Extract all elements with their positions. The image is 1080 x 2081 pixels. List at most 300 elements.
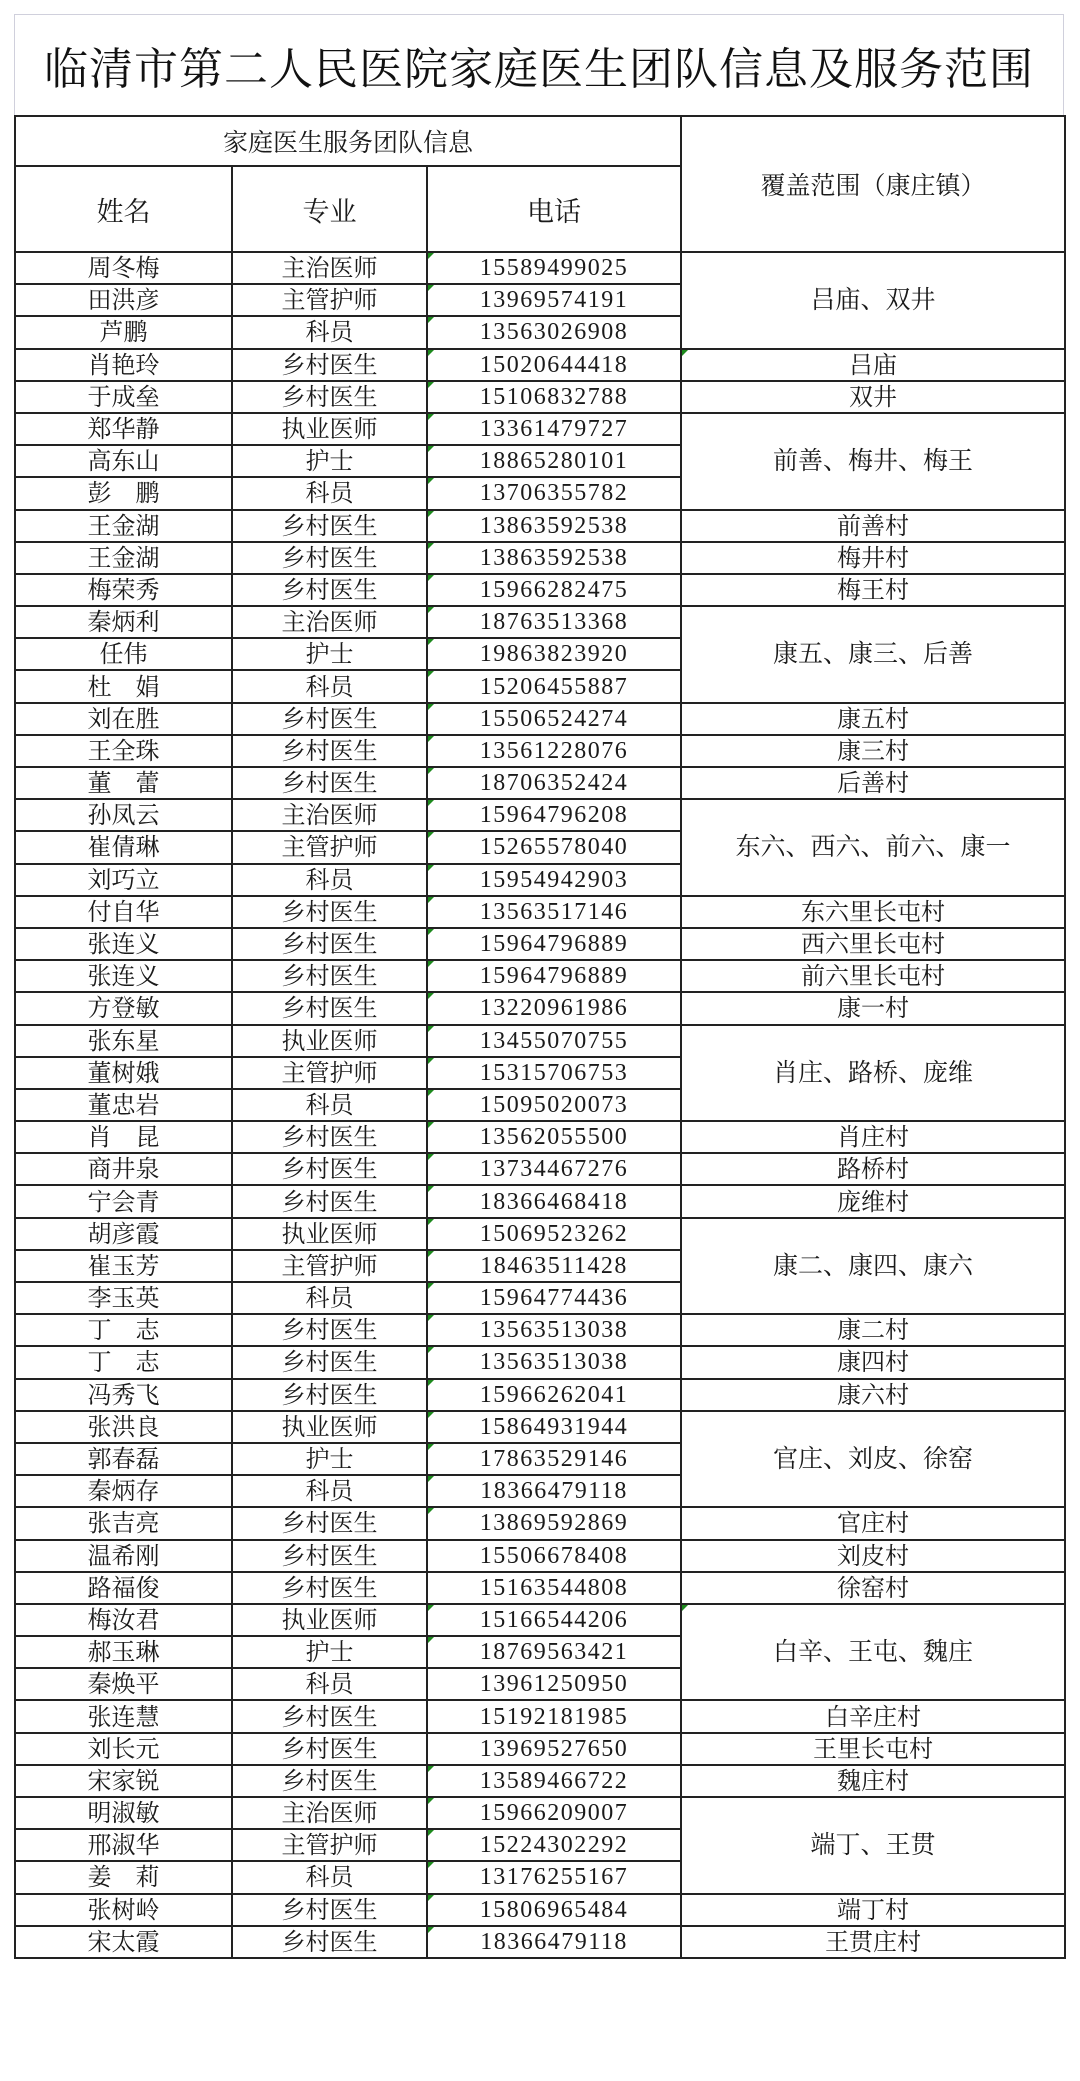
role-cell: 乡村医生 [232, 703, 427, 735]
phone-number: 15589499025 [479, 255, 629, 282]
phone-number: 18463511428 [480, 1252, 628, 1279]
text-format-marker-icon [682, 350, 688, 356]
phone-number: 18763513368 [479, 609, 629, 636]
phone-cell [427, 1475, 681, 1507]
page-title: 临清市第二人民医院家庭医生团队信息及服务范围 [44, 44, 1034, 95]
phone-cell [427, 1121, 681, 1153]
phone-number: 15166544206 [479, 1606, 629, 1633]
table-row [15, 703, 1065, 735]
role-cell: 执业医师 [232, 1604, 427, 1636]
text-format-marker-icon [682, 1605, 688, 1611]
text-format-marker-icon [428, 1605, 434, 1611]
phone-number: 15966282475 [479, 576, 629, 603]
text-format-marker-icon [428, 1927, 434, 1933]
name-cell: 张连义 [15, 960, 232, 992]
phone-cell [427, 1926, 681, 1958]
phone-cell [427, 284, 681, 316]
phone-cell [427, 316, 681, 348]
coverage-label: 前善村 [837, 511, 910, 540]
phone-cell [427, 960, 681, 992]
text-format-marker-icon [428, 1315, 434, 1321]
role-cell: 乡村医生 [232, 1700, 427, 1732]
coverage-column-header: 覆盖范围（康庄镇） [681, 116, 1065, 252]
table-row [15, 510, 1065, 542]
table-row [15, 1926, 1065, 1958]
phone-number: 15106832788 [479, 383, 629, 410]
text-format-marker-icon [428, 865, 434, 871]
coverage-village-cell [681, 510, 1065, 542]
role-cell: 乡村医生 [232, 928, 427, 960]
name-cell: 明淑敏 [15, 1797, 232, 1829]
coverage-group-cell [681, 1218, 1065, 1315]
phone-cell [427, 445, 681, 477]
table-row [15, 767, 1065, 799]
role-cell: 乡村医生 [232, 542, 427, 574]
table-row [15, 1185, 1065, 1217]
phone-number: 15964774436 [479, 1285, 629, 1312]
phone-number: 13706355782 [479, 480, 629, 507]
coverage-village-cell [681, 1733, 1065, 1765]
role-cell: 乡村医生 [232, 1894, 427, 1926]
table-row [15, 542, 1065, 574]
role-cell: 护士 [232, 638, 427, 670]
table-row [15, 1314, 1065, 1346]
phone-number: 15966209007 [479, 1800, 629, 1827]
table-row [15, 1797, 1065, 1829]
table-row [15, 735, 1065, 767]
role-cell: 乡村医生 [232, 1765, 427, 1797]
phone-cell [427, 928, 681, 960]
phone-cell [427, 992, 681, 1024]
phone-number: 15966262041 [479, 1381, 629, 1408]
table-row [15, 1121, 1065, 1153]
coverage-label: 官庄、刘皮、徐窑 [773, 1444, 974, 1474]
coverage-village-cell [681, 1314, 1065, 1346]
role-cell: 乡村医生 [232, 510, 427, 542]
table-row [15, 1411, 1065, 1443]
name-cell: 梅汝君 [15, 1604, 232, 1636]
name-cell: 姜 莉 [15, 1861, 232, 1893]
table-row [15, 1894, 1065, 1926]
coverage-label: 吕庙、双井 [810, 285, 936, 315]
phone-number: 15265578040 [479, 834, 629, 861]
phone-number: 13589466722 [479, 1767, 629, 1794]
coverage-label: 梅王村 [837, 575, 910, 604]
phone-cell [427, 735, 681, 767]
phone-number: 13220961986 [479, 995, 629, 1022]
phone-cell [427, 896, 681, 928]
phone-cell [427, 703, 681, 735]
phone-number: 13455070755 [479, 1027, 629, 1054]
phone-cell [427, 1218, 681, 1250]
coverage-village-cell [681, 896, 1065, 928]
phone-cell [427, 799, 681, 831]
role-cell: 乡村医生 [232, 992, 427, 1024]
text-format-marker-icon [428, 607, 434, 613]
name-cell: 崔倩琳 [15, 831, 232, 863]
coverage-label: 徐窑村 [837, 1573, 910, 1602]
phone-cell [427, 1765, 681, 1797]
role-cell: 乡村医生 [232, 1926, 427, 1958]
coverage-group-cell [681, 1025, 1065, 1122]
role-cell: 乡村医生 [232, 1507, 427, 1539]
role-column-header: 专业 [232, 166, 427, 252]
text-format-marker-icon [428, 993, 434, 999]
coverage-village-cell [681, 1540, 1065, 1572]
text-format-marker-icon [428, 1766, 434, 1772]
coverage-village-cell [681, 381, 1065, 413]
name-cell: 郭春磊 [15, 1443, 232, 1475]
coverage-label: 肖庄、路桥、庞维 [773, 1057, 974, 1087]
phone-cell [427, 1572, 681, 1604]
table-row [15, 349, 1065, 381]
table-row [15, 574, 1065, 606]
role-cell: 主管护师 [232, 284, 427, 316]
text-format-marker-icon [428, 414, 434, 420]
name-cell: 王金湖 [15, 510, 232, 542]
phone-cell [427, 864, 681, 896]
coverage-label: 康二、康四、康六 [773, 1250, 974, 1280]
phone-cell [427, 1314, 681, 1346]
table-row [15, 1379, 1065, 1411]
name-cell: 秦焕平 [15, 1668, 232, 1700]
phone-number: 15095020073 [479, 1091, 629, 1118]
table-row [15, 1218, 1065, 1250]
name-cell: 张连义 [15, 928, 232, 960]
coverage-label: 双井 [849, 382, 898, 411]
role-cell: 乡村医生 [232, 1314, 427, 1346]
role-cell: 科员 [232, 1475, 427, 1507]
coverage-label: 康五村 [837, 704, 910, 733]
coverage-village-cell [681, 1926, 1065, 1958]
role-cell: 乡村医生 [232, 1733, 427, 1765]
table-row [15, 1540, 1065, 1572]
text-format-marker-icon [428, 1444, 434, 1450]
coverage-village-cell [681, 928, 1065, 960]
text-format-marker-icon [428, 285, 434, 291]
phone-cell [427, 1379, 681, 1411]
role-cell: 主治医师 [232, 1797, 427, 1829]
name-cell: 杜 娟 [15, 670, 232, 702]
coverage-village-cell [681, 992, 1065, 1024]
phone-number: 17863529146 [479, 1446, 629, 1473]
table-row [15, 1572, 1065, 1604]
table-row [15, 1733, 1065, 1765]
phone-number: 15806965484 [479, 1896, 629, 1923]
role-cell: 主治医师 [232, 252, 427, 284]
phone-number: 13869592869 [479, 1510, 629, 1537]
role-cell: 乡村医生 [232, 1346, 427, 1378]
coverage-label: 梅井村 [837, 543, 910, 572]
role-cell: 科员 [232, 864, 427, 896]
role-cell: 主治医师 [232, 606, 427, 638]
name-cell: 刘在胜 [15, 703, 232, 735]
role-cell: 乡村医生 [232, 574, 427, 606]
phone-cell [427, 381, 681, 413]
phone-number: 15163544808 [479, 1574, 629, 1601]
role-cell: 乡村医生 [232, 1121, 427, 1153]
phone-cell [427, 252, 681, 284]
phone-cell [427, 1668, 681, 1700]
name-cell: 张洪良 [15, 1411, 232, 1443]
phone-cell [427, 1250, 681, 1282]
text-format-marker-icon [428, 1476, 434, 1482]
text-format-marker-icon [428, 1798, 434, 1804]
name-cell: 付自华 [15, 896, 232, 928]
text-format-marker-icon [428, 1895, 434, 1901]
phone-number: 15192181985 [479, 1703, 629, 1730]
name-cell: 商井泉 [15, 1153, 232, 1185]
name-cell: 田洪彦 [15, 284, 232, 316]
phone-cell [427, 574, 681, 606]
phone-cell [427, 638, 681, 670]
coverage-village-cell [681, 960, 1065, 992]
phone-cell [427, 1700, 681, 1732]
coverage-village-cell [681, 703, 1065, 735]
phone-number: 15964796208 [479, 802, 629, 829]
phone-cell [427, 510, 681, 542]
phone-number: 15964796889 [479, 931, 629, 958]
name-cell: 郝玉琳 [15, 1636, 232, 1668]
table-row [15, 1025, 1065, 1057]
coverage-label: 康三村 [837, 736, 910, 765]
role-cell: 乡村医生 [232, 960, 427, 992]
phone-number: 18865280101 [479, 448, 629, 475]
role-cell: 科员 [232, 1668, 427, 1700]
phone-number: 15954942903 [479, 866, 629, 893]
coverage-label: 东六、西六、前六、康一 [735, 832, 1011, 862]
phone-number: 19863823920 [479, 641, 629, 668]
phone-cell [427, 1733, 681, 1765]
phone-number: 15964796889 [479, 963, 629, 990]
role-cell: 护士 [232, 1443, 427, 1475]
phone-number: 13863592538 [479, 512, 629, 539]
role-cell: 科员 [232, 1089, 427, 1121]
name-cell: 刘长元 [15, 1733, 232, 1765]
coverage-label: 王贯庄村 [825, 1927, 922, 1956]
name-column-header: 姓名 [15, 166, 232, 252]
coverage-group-cell [681, 606, 1065, 703]
text-format-marker-icon [428, 575, 434, 581]
name-cell: 刘巧立 [15, 864, 232, 896]
phone-number: 13961250950 [479, 1671, 629, 1698]
phone-number: 13563517146 [479, 898, 629, 925]
table-row [15, 1604, 1065, 1636]
phone-cell [427, 1604, 681, 1636]
coverage-village-cell [681, 1700, 1065, 1732]
coverage-label: 魏庄村 [837, 1766, 910, 1795]
phone-column-header: 电话 [427, 166, 681, 252]
table-row [15, 1765, 1065, 1797]
table-row [15, 1153, 1065, 1185]
role-cell: 科员 [232, 316, 427, 348]
role-cell: 护士 [232, 1636, 427, 1668]
team-info-group-header: 家庭医生服务团队信息 [15, 116, 681, 166]
text-format-marker-icon [428, 1186, 434, 1192]
coverage-village-cell [681, 767, 1065, 799]
name-cell: 方登敏 [15, 992, 232, 1024]
table-body [15, 252, 1065, 1958]
text-format-marker-icon [428, 1058, 434, 1064]
phone-cell [427, 542, 681, 574]
phone-number: 13863592538 [479, 544, 629, 571]
coverage-label: 西六里长屯村 [801, 930, 946, 959]
phone-number: 18769563421 [479, 1639, 629, 1666]
role-cell: 乡村医生 [232, 1572, 427, 1604]
text-format-marker-icon [428, 1380, 434, 1386]
coverage-group-cell [681, 1411, 1065, 1508]
text-format-marker-icon [428, 1862, 434, 1868]
name-cell: 张东星 [15, 1025, 232, 1057]
coverage-village-cell [681, 1121, 1065, 1153]
coverage-village-cell [681, 1765, 1065, 1797]
text-format-marker-icon [428, 800, 434, 806]
text-format-marker-icon [428, 704, 434, 710]
coverage-village-cell [681, 574, 1065, 606]
table-row [15, 252, 1065, 284]
name-cell: 秦炳利 [15, 606, 232, 638]
role-cell: 主管护师 [232, 831, 427, 863]
coverage-label: 白辛、王屯、魏庄 [773, 1637, 974, 1667]
role-cell: 主管护师 [232, 1250, 427, 1282]
name-cell: 温希刚 [15, 1540, 232, 1572]
table-row [15, 928, 1065, 960]
text-format-marker-icon [428, 1122, 434, 1128]
phone-number: 15224302292 [479, 1832, 629, 1859]
table-row [15, 896, 1065, 928]
coverage-label: 端丁村 [837, 1895, 910, 1924]
phone-cell [427, 1797, 681, 1829]
coverage-label: 康六村 [837, 1380, 910, 1409]
name-cell: 周冬梅 [15, 252, 232, 284]
phone-number: 18706352424 [479, 770, 629, 797]
coverage-label: 刘皮村 [837, 1541, 910, 1570]
text-format-marker-icon [428, 350, 434, 356]
coverage-village-cell [681, 1185, 1065, 1217]
text-format-marker-icon [428, 736, 434, 742]
name-cell: 肖 昆 [15, 1121, 232, 1153]
phone-number: 15864931944 [479, 1413, 629, 1440]
role-cell: 执业医师 [232, 1025, 427, 1057]
text-format-marker-icon [428, 1251, 434, 1257]
name-cell: 孙凤云 [15, 799, 232, 831]
text-format-marker-icon [428, 671, 434, 677]
phone-cell [427, 1507, 681, 1539]
text-format-marker-icon [428, 1412, 434, 1418]
name-cell: 梅荣秀 [15, 574, 232, 606]
role-cell: 执业医师 [232, 1218, 427, 1250]
text-format-marker-icon [428, 1347, 434, 1353]
coverage-group-cell [681, 1797, 1065, 1894]
name-cell: 芦鹏 [15, 316, 232, 348]
role-cell: 主治医师 [232, 799, 427, 831]
table-row [15, 1700, 1065, 1732]
phone-cell [427, 349, 681, 381]
text-format-marker-icon [428, 1154, 434, 1160]
name-cell: 丁 志 [15, 1346, 232, 1378]
name-cell: 张树岭 [15, 1894, 232, 1926]
name-cell: 李玉英 [15, 1282, 232, 1314]
phone-number: 13361479727 [479, 416, 629, 443]
coverage-label: 肖庄村 [837, 1123, 910, 1152]
coverage-label: 康二村 [837, 1316, 910, 1345]
name-cell: 董树娥 [15, 1057, 232, 1089]
name-cell: 肖艳玲 [15, 349, 232, 381]
text-format-marker-icon [428, 1283, 434, 1289]
text-format-marker-icon [428, 1637, 434, 1643]
text-format-marker-icon [428, 317, 434, 323]
text-format-marker-icon [428, 1508, 434, 1514]
name-cell: 郑华静 [15, 413, 232, 445]
table-row [15, 1346, 1065, 1378]
coverage-label: 王里长屯村 [813, 1734, 934, 1763]
title-banner [14, 14, 1064, 115]
coverage-village-cell [681, 735, 1065, 767]
text-format-marker-icon [428, 961, 434, 967]
text-format-marker-icon [428, 253, 434, 259]
coverage-group-cell [681, 413, 1065, 510]
phone-cell [427, 1411, 681, 1443]
phone-cell [427, 1443, 681, 1475]
name-cell: 崔玉芳 [15, 1250, 232, 1282]
phone-number: 13969527650 [479, 1735, 629, 1762]
name-cell: 王全珠 [15, 735, 232, 767]
phone-cell [427, 1636, 681, 1668]
text-format-marker-icon [428, 1219, 434, 1225]
phone-number: 18366479118 [480, 1478, 628, 1505]
role-cell: 乡村医生 [232, 1379, 427, 1411]
name-cell: 秦炳存 [15, 1475, 232, 1507]
role-cell: 科员 [232, 670, 427, 702]
coverage-village-cell [681, 1894, 1065, 1926]
table-row [15, 1507, 1065, 1539]
coverage-label: 吕庙 [849, 350, 898, 379]
role-cell: 乡村医生 [232, 896, 427, 928]
role-cell: 护士 [232, 445, 427, 477]
role-cell: 乡村医生 [232, 381, 427, 413]
name-cell: 胡彦霞 [15, 1218, 232, 1250]
role-cell: 乡村医生 [232, 1185, 427, 1217]
name-cell: 宁会青 [15, 1185, 232, 1217]
name-cell: 任伟 [15, 638, 232, 670]
phone-number: 13563513038 [479, 1317, 629, 1344]
text-format-marker-icon [428, 1026, 434, 1032]
phone-number: 13561228076 [479, 737, 629, 764]
phone-number: 13563026908 [479, 319, 629, 346]
phone-cell [427, 831, 681, 863]
phone-cell [427, 606, 681, 638]
name-cell: 彭 鹏 [15, 477, 232, 509]
phone-number: 13562055500 [479, 1124, 629, 1151]
name-cell: 于成垒 [15, 381, 232, 413]
name-cell: 张吉亮 [15, 1507, 232, 1539]
text-format-marker-icon [428, 639, 434, 645]
coverage-label: 白辛庄村 [825, 1702, 922, 1731]
text-format-marker-icon [428, 511, 434, 517]
coverage-label: 康四村 [837, 1348, 910, 1377]
table-row [15, 799, 1065, 831]
phone-number: 15315706753 [479, 1059, 629, 1086]
text-format-marker-icon [428, 478, 434, 484]
phone-number: 15506678408 [479, 1542, 629, 1569]
phone-cell [427, 670, 681, 702]
text-format-marker-icon [428, 897, 434, 903]
name-cell: 高东山 [15, 445, 232, 477]
coverage-village-cell [681, 1153, 1065, 1185]
phone-number: 13563513038 [479, 1349, 629, 1376]
name-cell: 宋太霞 [15, 1926, 232, 1958]
role-cell: 执业医师 [232, 1411, 427, 1443]
